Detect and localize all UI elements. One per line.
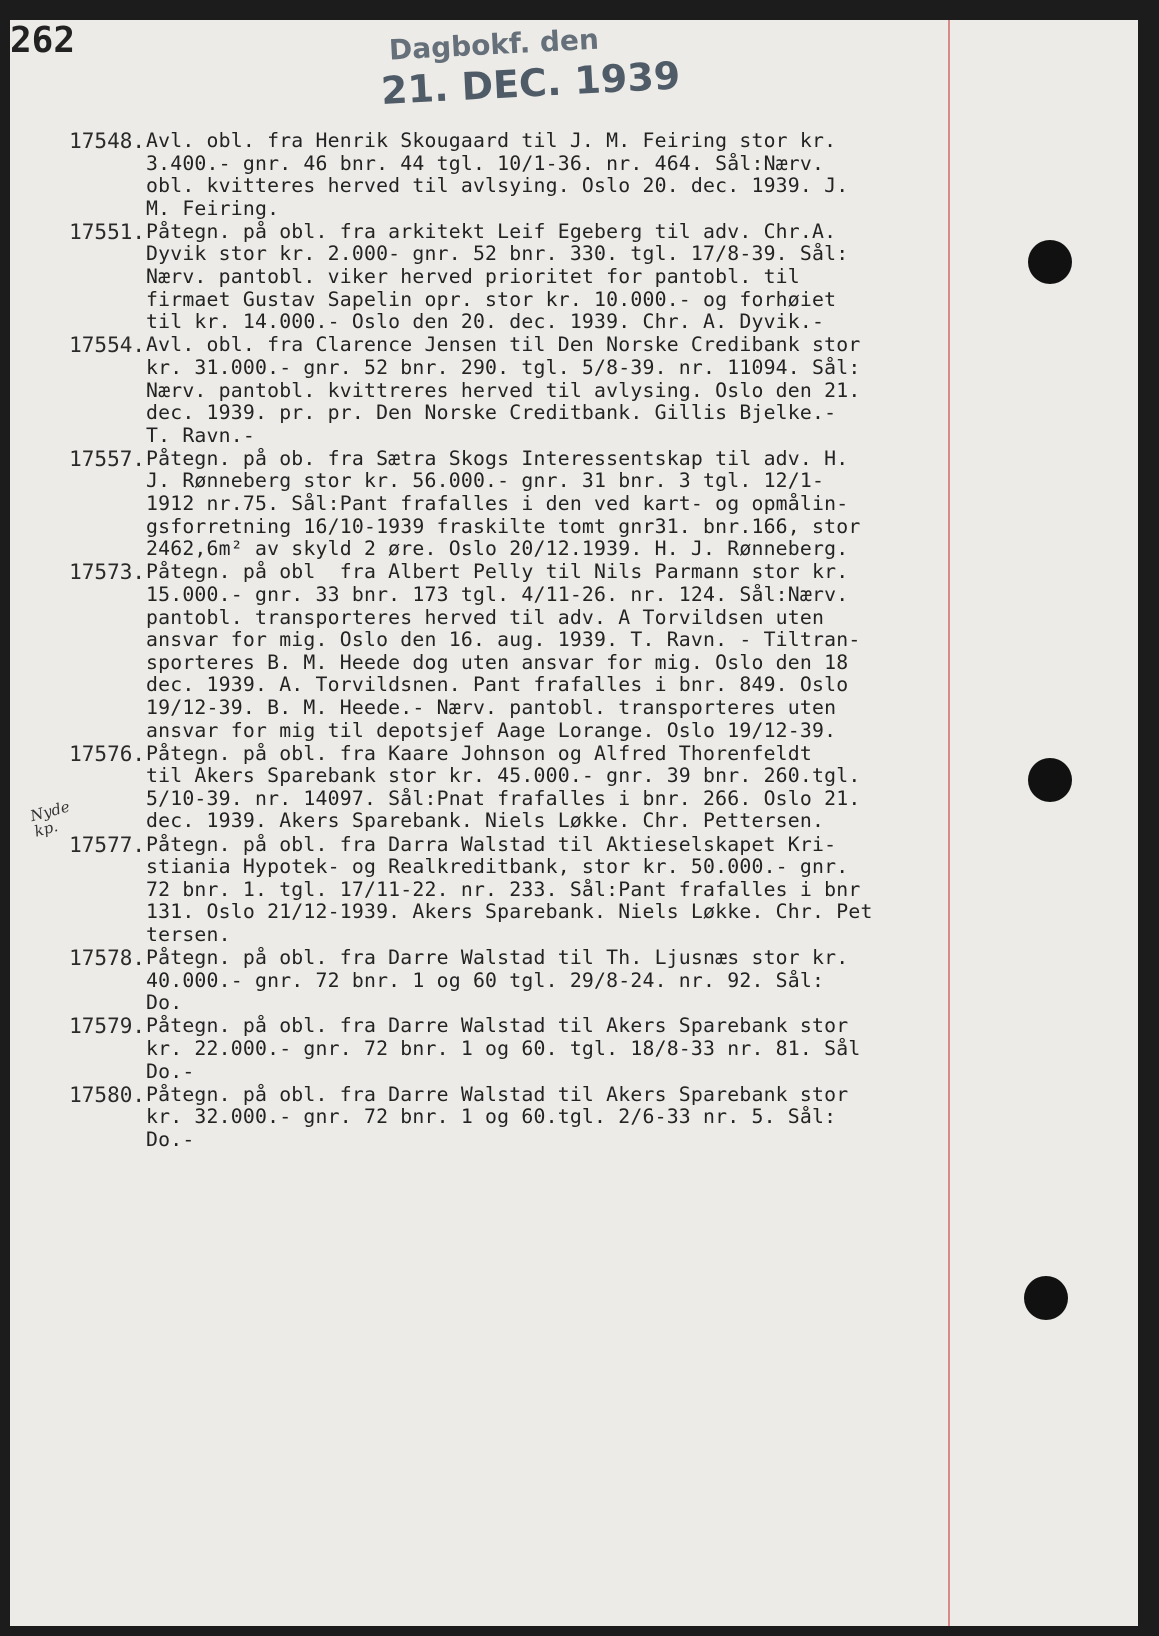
ledger-entry [10, 333, 950, 447]
entry-line: Avl. obl. fra Clarence Jensen til Den Norske Credibank stor [146, 333, 861, 357]
entry-line: J. Rønneberg stor kr. 56.000.- gnr. 31 bnr. 3 tgl. 12/1- [146, 469, 825, 493]
entry-line: 5/10-39. nr. 14097. Sål:Pnat frafalles i bnr. 266. Oslo 21. [146, 786, 861, 810]
stamp-date: 21. DEC. 1939 [379, 53, 682, 114]
entry-text [146, 561, 946, 742]
entry-line: sporteres B. M. Heede dog uten ansvar for mig. Oslo den 18 [146, 650, 849, 674]
entry-text [146, 448, 946, 561]
entry-text [146, 743, 946, 833]
entry-line: 72 bnr. 1. tgl. 17/11-22. nr. 233. Sål:Pant frafalles i bnr [146, 877, 861, 901]
entry-line: Dyvik stor kr. 2.000- gnr. 52 bnr. 330. tgl. 17/8-39. Sål: [146, 242, 849, 266]
entry-line: gsforretning 16/10-1939 fraskilte tomt gnr31. bnr.166, stor [146, 514, 861, 538]
entry-text [146, 221, 946, 334]
entry-number: 17577. [69, 832, 145, 857]
entry-line: Påtegn. på obl. fra Darra Walstad til Aktieselskapet Kri- [146, 832, 837, 856]
entry-text [146, 834, 946, 947]
entry-line: Påtegn. på obl. fra Kaare Johnson og Alfred Thorenfeldt [146, 741, 813, 765]
entry-text [146, 334, 946, 447]
margin-rule [948, 20, 950, 1626]
ledger-entry [10, 560, 950, 742]
entry-line: til Akers Sparebank stor kr. 45.000.- gnr. 39 bnr. 260.tgl. [146, 764, 861, 788]
entry-line: 131. Oslo 21/12-1939. Akers Sparebank. Niels Løkke. Chr. Pet [146, 900, 873, 924]
entry-line: kr. 32.000.- gnr. 72 bnr. 1 og 60.tgl. 2/6-33 nr. 5. Sål: [146, 1105, 837, 1129]
entry-number: 17554. [69, 333, 145, 358]
entry-line: firmaet Gustav Sapelin opr. stor kr. 10.000.- og forhøiet [146, 287, 837, 311]
entry-number: 17579. [69, 1014, 145, 1039]
ledger-entry [10, 1014, 950, 1083]
entry-line: 19/12-39. B. M. Heede.- Nærv. pantobl. transporteres uten [146, 695, 837, 719]
entry-line: stiania Hypotek- og Realkreditbank, stor kr. 50.000.- gnr. [146, 855, 849, 879]
entry-line: 15.000.- gnr. 33 bnr. 173 tgl. 4/11-26. nr. 124. Sål:Nærv. [146, 582, 849, 606]
entry-line: Do.- [146, 1059, 195, 1083]
entry-line: 40.000.- gnr. 72 bnr. 1 og 60 tgl. 29/8-24. nr. 92. Sål: [146, 968, 825, 992]
entry-text [146, 1015, 946, 1083]
entry-line: Påtegn. på ob. fra Sætra Skogs Interessentskap til adv. H. [146, 446, 849, 470]
entry-line: ansvar for mig. Oslo den 16. aug. 1939. T. Ravn. - Tiltran- [146, 628, 861, 652]
entry-line: Påtegn. på obl. fra Darre Walstad til Akers Sparebank stor [146, 1082, 849, 1106]
entry-number: 17557. [69, 446, 145, 471]
entry-line: Påtegn. på obl. fra arkitekt Leif Egeberg til adv. Chr.A. [146, 219, 837, 243]
entry-number: 17576. [69, 741, 145, 766]
punch-hole [1028, 240, 1072, 284]
entry-number: 17580. [69, 1082, 145, 1107]
ledger-entry [10, 1082, 950, 1151]
entry-line: dec. 1939. pr. pr. Den Norske Creditbank. Gillis Bjelke.- [146, 401, 837, 425]
entry-text [146, 1084, 946, 1152]
entry-line: Do.- [146, 1127, 195, 1151]
entry-line: Do. [146, 991, 183, 1015]
entry-line: Nærv. pantobl. kvittreres herved til avlysing. Oslo den 21. [146, 378, 861, 402]
entry-line: ansvar for mig til depotsjef Aage Lorange. Oslo 19/12-39. [146, 718, 837, 742]
margin-signature: Nyde kp. [28, 797, 72, 841]
ledger-entry [10, 446, 950, 561]
punch-hole [1028, 758, 1072, 802]
ledger-entry [10, 129, 950, 220]
entry-line: til kr. 14.000.- Oslo den 20. dec. 1939. Chr. A. Dyvik.- [146, 310, 825, 334]
entry-line: 3.400.- gnr. 46 bnr. 44 tgl. 10/1-36. nr. 464. Sål:Nærv. [146, 151, 825, 175]
entry-number: 17551. [69, 219, 145, 244]
entry-line: Påtegn. på obl. fra Darre Walstad til Akers Sparebank stor [146, 1014, 849, 1038]
entry-line: obl. kvitteres herved til avlsying. Oslo 20. dec. 1939. J. [146, 174, 849, 198]
entry-text [146, 130, 946, 220]
date-stamp [379, 20, 682, 114]
punch-hole [1024, 1276, 1068, 1320]
entry-line: Avl. obl. fra Henrik Skougaard til J. M. Feiring stor kr. [146, 129, 837, 152]
entry-line: M. Feiring. [146, 196, 280, 220]
entry-line: pantobl. transporteres herved til adv. A Torvildsen uten [146, 605, 825, 629]
entry-line: kr. 22.000.- gnr. 72 bnr. 1 og 60. tgl. 18/8-33 nr. 81. Sål [146, 1036, 861, 1060]
entry-line: Påtegn. på obl fra Albert Pelly til Nils Parmann stor kr. [146, 560, 849, 584]
ledger-entry [10, 946, 950, 1015]
entry-number: 17578. [69, 946, 145, 971]
ledger-entry [10, 832, 950, 946]
entry-text [146, 947, 946, 1015]
entry-line: dec. 1939. Akers Sparebank. Niels Løkke. Chr. Pettersen. [146, 809, 825, 833]
entry-line: T. Ravn.- [146, 423, 255, 447]
entry-line: kr. 31.000.- gnr. 52 bnr. 290. tgl. 5/8-39. nr. 11094. Sål: [146, 355, 861, 379]
page-number: 262 [10, 20, 76, 61]
entry-line: Påtegn. på obl. fra Darre Walstad til Th. Ljusnæs stor kr. [146, 946, 849, 970]
entry-number: 17548. [69, 129, 145, 153]
ledger-entry [10, 219, 950, 334]
entry-line: tersen. [146, 922, 231, 946]
entry-line: 2462,6m² av skyld 2 øre. Oslo 20/12.1939. H. J. Rønneberg. [146, 537, 849, 561]
entry-line: dec. 1939. A. Torvildsnen. Pant frafalles i bnr. 849. Oslo [146, 673, 849, 697]
ledger-page [10, 20, 1138, 1626]
entry-line: 1912 nr.75. Sål:Pant frafalles i den ved kart- og opmålin- [146, 492, 849, 516]
entry-number: 17573. [69, 560, 145, 585]
stamp-label: Dagbokf. den [388, 22, 600, 67]
entry-line: Nærv. pantobl. viker herved prioritet for pantobl. til [146, 265, 800, 289]
